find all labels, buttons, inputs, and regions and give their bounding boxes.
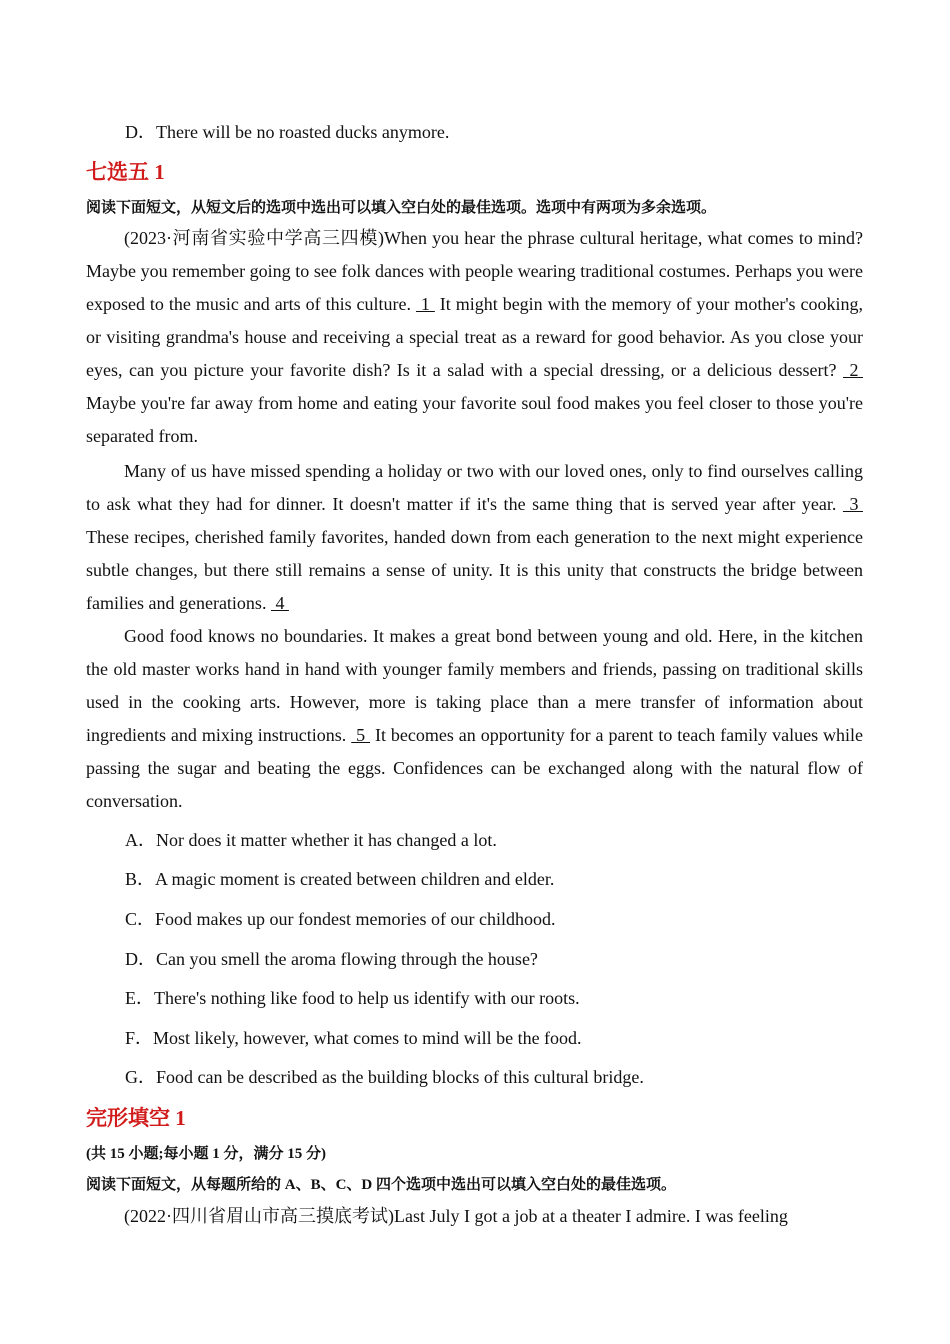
previous-option-d: D．There will be no roasted ducks anymore. bbox=[125, 122, 450, 142]
cloze-instruction: 阅读下面短文，从每题所给的 A、B、C、D 四个选项中选出可以填入空白处的最佳选项。 bbox=[86, 1177, 677, 1193]
option-c: C．Food makes up our fondest memories of our childhood. bbox=[125, 909, 556, 929]
option-b: B．A magic moment is created between children and elder. bbox=[125, 869, 555, 889]
passage-paragraph-1: (2023·河南省实验中学高三四模)When you hear the phrase cultural heritage, what comes to mind? Maybe you remember going to see folk dances with people wearing traditional costumes. Perhaps you were exposed to the music and arts of this culture. 1 It might begin with the memory of your mother's cooking, or visiting grandma's house and receiving a special treat as a reward for good behavior. As you close your eyes, can you picture your favorite dish? Is it a salad with a special dressing, or a delicious dessert? 2 Maybe you're far away from home and eating your favorite soul food makes you feel closer to those you're separated from. bbox=[86, 228, 864, 446]
blank-3[interactable]: 3 bbox=[842, 494, 863, 514]
option-a: A．Nor does it matter whether it has changed a lot. bbox=[125, 830, 497, 850]
cloze-score-note: (共 15 小题;每小题 1 分，满分 15 分) bbox=[86, 1146, 326, 1162]
passage-paragraph-3: Good food knows no boundaries. It makes a great bond between young and old. Here, in the kitchen the old master works hand in hand with younger family members and friends, passing on traditional skills used in the cooking arts. However, more is taking place than a mere transfer of information about ingredients and mixing instructions. 5 It becomes an opportunity for a parent to teach family values while passing the sugar and beating the eggs. Confidences can be exchanged along with the natural flow of conversation. bbox=[86, 626, 863, 811]
section-title-cloze: 完形填空 1 bbox=[86, 1106, 186, 1130]
section-title-seven-choose-five: 七选五 1 bbox=[86, 160, 165, 184]
option-f: F．Most likely, however, what comes to mind will be the food. bbox=[125, 1028, 582, 1048]
blank-2[interactable]: 2 bbox=[843, 360, 864, 380]
blank-4[interactable]: 4 bbox=[270, 593, 289, 613]
cloze-paragraph-1: (2022·四川省眉山市高三摸底考试)Last July I got a job at a theater I admire. I was feeling bbox=[124, 1206, 788, 1226]
blank-1[interactable]: 1 bbox=[415, 294, 435, 314]
section-instruction: 阅读下面短文，从短文后的选项中选出可以填入空白处的最佳选项。选项中有两项为多余选项。 bbox=[86, 200, 717, 216]
option-d: D．Can you smell the aroma flowing through the house? bbox=[125, 949, 538, 969]
option-e: E．There's nothing like food to help us identify with our roots. bbox=[125, 988, 580, 1008]
option-g: G．Food can be described as the building blocks of this cultural bridge. bbox=[125, 1067, 644, 1087]
passage-paragraph-2: Many of us have missed spending a holiday or two with our loved ones, only to find ourselves calling to ask what they had for dinner. It doesn't matter if it's the same thing that is served year after year. 3 These recipes, cherished family favorites, handed down from each generation to the next might experience subtle changes, but there still remains a sense of unity. It is this unity that constructs the bridge between families and generations. 4 bbox=[86, 461, 863, 613]
blank-5[interactable]: 5 bbox=[351, 725, 371, 745]
